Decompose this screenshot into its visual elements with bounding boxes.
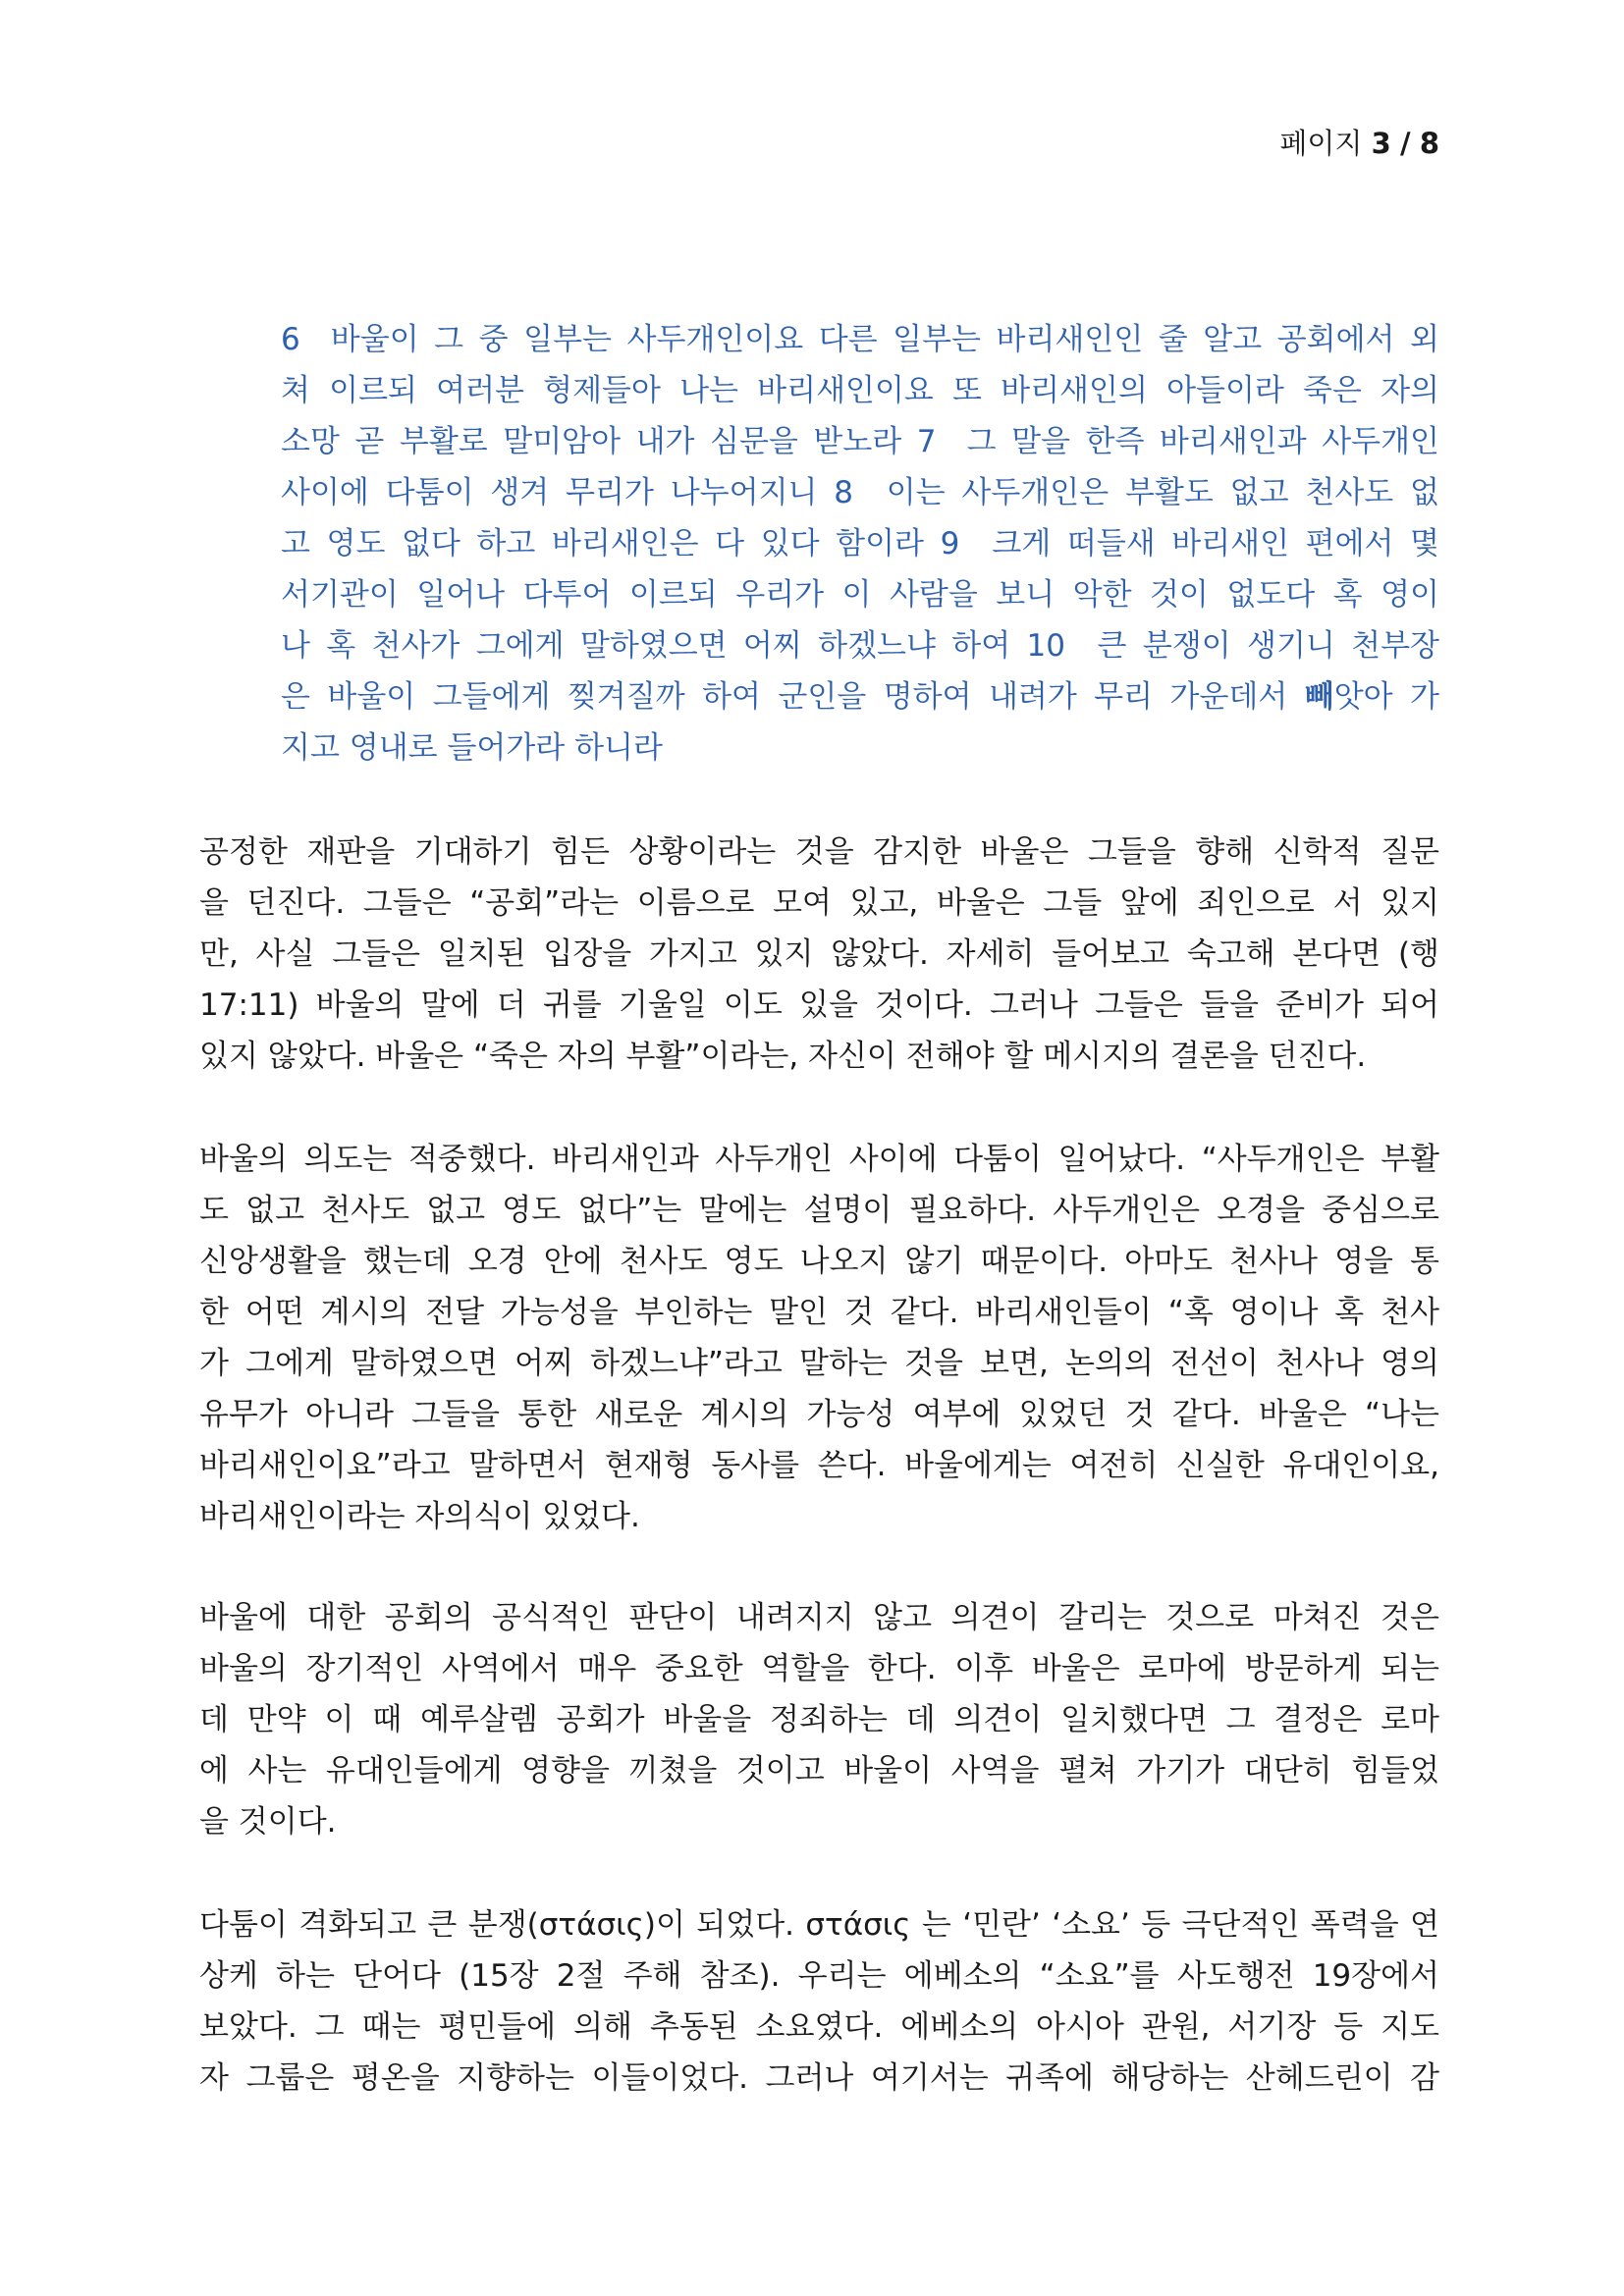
paragraph-line: 바리새인이라는 자의식이 있었다. [199, 1499, 640, 1534]
paragraph-line: 17:11) 바울의 말에 더 귀를 기울일 이도 있을 것이다. 그러나 그들은 들을 준비가 되어 [199, 988, 1439, 1023]
quote-line: 쳐 이르되 여러분 형제들아 나는 바리새인이요 또 바리새인의 아들이라 죽은 자의 [281, 373, 1439, 408]
paragraph-line: 공정한 재판을 기대하기 힘든 상황이라는 것을 감지한 바울은 그들을 향해 신학적 질문 [199, 834, 1439, 870]
page-separator: / [1400, 127, 1411, 160]
paragraph-line: 바울에 대한 공회의 공식적인 판단이 내려지지 않고 의견이 갈리는 것으로 마쳐진 것은 [199, 1600, 1439, 1635]
paragraph-line: 한 어떤 계시의 전달 가능성을 부인하는 말인 것 같다. 바리새인들이 “혹 영이나 혹 천사 [199, 1295, 1439, 1330]
page-label: 페이지 [1279, 127, 1363, 160]
quote-line-segment: 은 바울이 그들에게 찢겨질까 하여 군인을 명하여 내려가 무리 가운데서 [281, 679, 1305, 715]
paragraph-line: 데 만약 이 때 예루살렘 공회가 바울을 정죄하는 데 의견이 일치했다면 그 결정은 로마 [199, 1702, 1439, 1737]
current-page-number: 3 [1371, 127, 1391, 160]
paragraph-line: 신앙생활을 했는데 오경 안에 천사도 영도 나오지 않기 때문이다. 아마도 천사나 영을 통 [199, 1244, 1439, 1279]
paragraph-line: 보았다. 그 때는 평민들에 의해 추동된 소요였다. 에베소의 아시아 관원, 서기장 등 지도 [199, 2009, 1439, 2045]
quote-line [281, 671, 1439, 722]
quote-line: 나 혹 천사가 그에게 말하였으면 어찌 하겠느냐 하여 10 큰 분쟁이 생기니 천부장 [281, 628, 1439, 664]
paragraph-line: 바리새인이요”라고 말하면서 현재형 동사를 쓴다. 바울에게는 여전히 신실한 유대인이요, [199, 1448, 1439, 1483]
commentary-paragraph [199, 1592, 1439, 1847]
quote-line: 소망 곧 부활로 말미암아 내가 심문을 받노라 7 그 말을 한즉 바리새인과 사두개인 [281, 424, 1439, 459]
quote-line: 6 바울이 그 중 일부는 사두개인이요 다른 일부는 바리새인인 줄 알고 공회에서 외 [281, 322, 1439, 357]
quote-line-segment: 앗아 가 [1333, 679, 1439, 715]
quote-line: 지고 영내로 들어가라 하니라 [281, 730, 663, 766]
page-number-header [1279, 122, 1439, 165]
quote-line: 고 영도 없다 하고 바리새인은 다 있다 함이라 9 크게 떠들새 바리새인 편에서 몇 [281, 526, 1439, 561]
quote-line: 서기관이 일어나 다투어 이르되 우리가 이 사람을 보니 악한 것이 없도다 혹 영이 [281, 577, 1439, 613]
paragraph-line: 있지 않았다. 바울은 “죽은 자의 부활”이라는, 자신이 전해야 할 메시지의 결론을 던진다. [199, 1039, 1367, 1074]
paragraph-line: 만, 사실 그들은 일치된 입장을 가지고 있지 않았다. 자세히 들어보고 숙고해 본다면 (행 [199, 936, 1439, 972]
paragraph-line: 상케 하는 단어다 (15장 2절 주해 참조). 우리는 에베소의 “소요”를 사도행전 19장에서 [199, 1958, 1439, 1994]
paragraph-line: 바울의 장기적인 사역에서 매우 중요한 역할을 한다. 이후 바울은 로마에 방문하게 되는 [199, 1651, 1439, 1686]
scripture-quote [281, 314, 1439, 774]
commentary-paragraph [199, 1134, 1439, 1542]
paragraph-line: 도 없고 천사도 없고 영도 없다”는 말에는 설명이 필요하다. 사두개인은 오경을 중심으로 [199, 1193, 1439, 1228]
commentary-paragraph [199, 827, 1439, 1082]
paragraph-line: 유무가 아니라 그들을 통한 새로운 계시의 가능성 여부에 있었던 것 같다. 바울은 “나는 [199, 1397, 1439, 1432]
paragraph-line: 자 그룹은 평온을 지향하는 이들이었다. 그러나 여기서는 귀족에 해당하는 산헤드린이 감 [199, 2060, 1439, 2096]
paragraph-line: 가 그에게 말하였으면 어찌 하겠느냐”라고 말하는 것을 보면, 논의의 전선이 천사나 영의 [199, 1346, 1439, 1381]
paragraph-line: 다툼이 격화되고 큰 분쟁(στάσις)이 되었다. στάσις 는 ‘민란’ ‘소요’ 등 극단적인 폭력을 연 [199, 1907, 1439, 1943]
commentary-paragraph [199, 1899, 1439, 2104]
total-pages-number: 8 [1419, 127, 1439, 160]
paragraph-line: 을 것이다. [199, 1804, 337, 1840]
paragraph-line: 바울의 의도는 적중했다. 바리새인과 사두개인 사이에 다툼이 일어났다. “사두개인은 부활 [199, 1142, 1439, 1177]
paragraph-line: 을 던진다. 그들은 “공회”라는 이름으로 모여 있고, 바울은 그들 앞에 죄인으로 서 있지 [199, 885, 1439, 921]
paragraph-line: 에 사는 유대인들에게 영향을 끼쳤을 것이고 바울이 사역을 펼쳐 가기가 대단히 힘들었 [199, 1753, 1439, 1789]
quote-emphasis: 빼 [1304, 679, 1334, 715]
quote-line: 사이에 다툼이 생겨 무리가 나누어지니 8 이는 사두개인은 부활도 없고 천사도 없 [281, 475, 1439, 510]
